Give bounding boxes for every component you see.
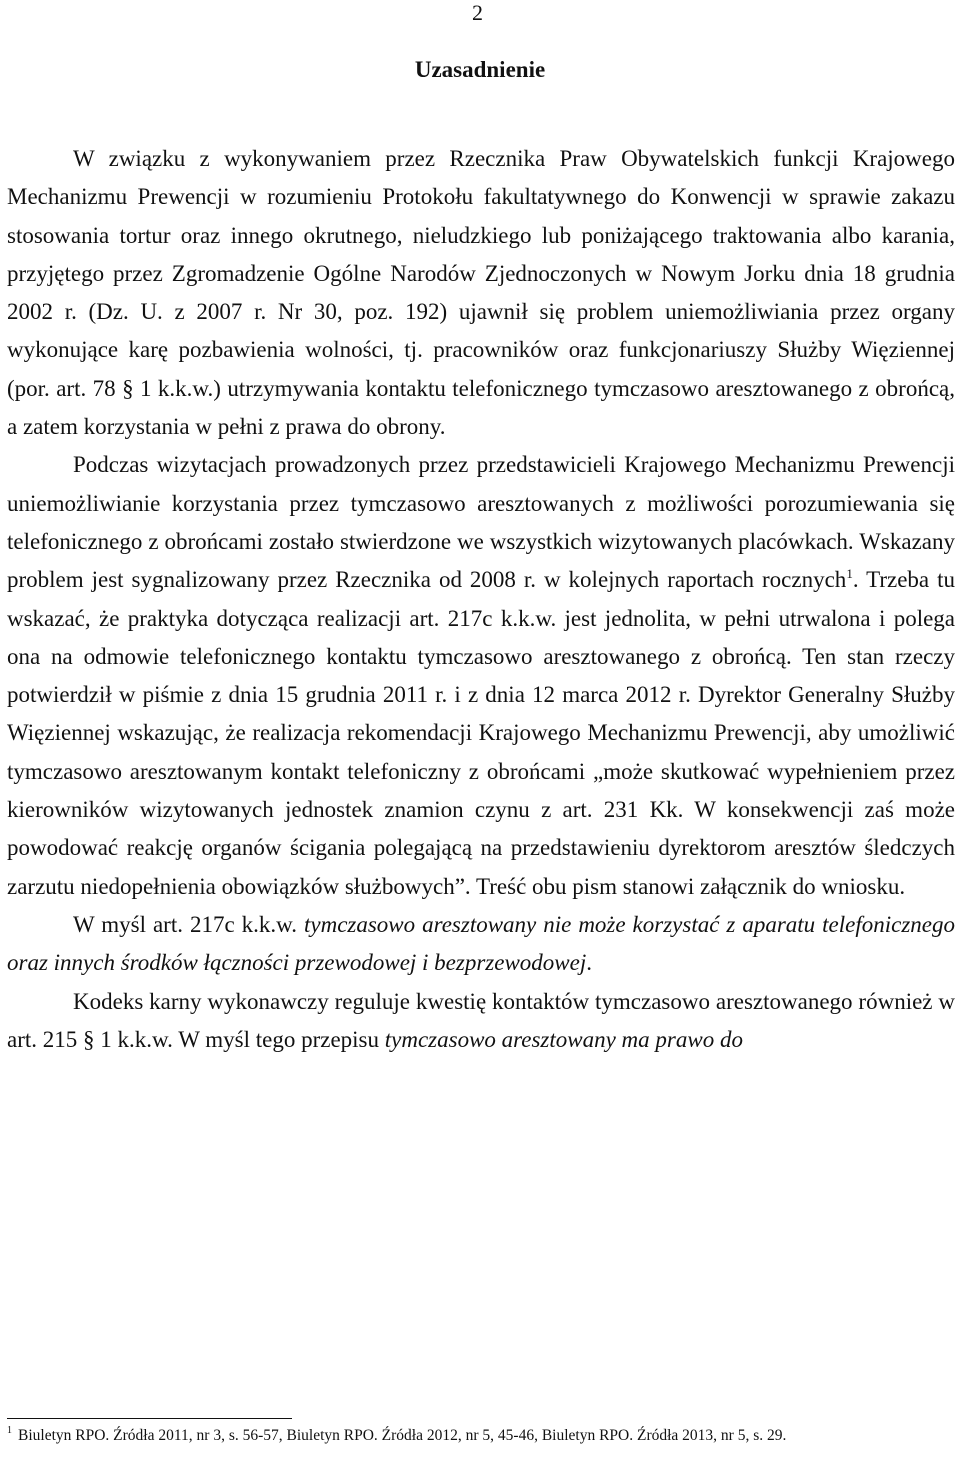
footnote — [7, 1426, 955, 1446]
paragraph-3 — [7, 906, 955, 983]
paragraph-4-quotation: tymczasowo aresztowany ma prawo do — [384, 1026, 743, 1052]
paragraph-3-text-a: W myśl art. 217c k.k.w. — [73, 911, 304, 937]
paragraph-4 — [7, 983, 955, 1060]
footnote-separator — [7, 1418, 292, 1419]
paragraph-3-quotation: tymczasowo aresztowany nie może korzystać z aparatu telefonicznego oraz innych środków łączności przewodowej i bezprzewodowej — [7, 911, 955, 976]
document-title: Uzasadnienie — [414, 57, 546, 82]
paragraph-2 — [7, 446, 955, 906]
page-number: 2 — [472, 0, 483, 25]
paragraph-4-text-a: Kodeks karny wykonawczy reguluje kwestię kontaktów tymczasowo aresztowanego również w art. 215 § 1 k.k.w. W myśl tego przepisu — [7, 988, 955, 1052]
document-body — [7, 140, 955, 1059]
paragraph-3-text-b: . — [586, 950, 592, 976]
paragraph-1 — [7, 140, 955, 446]
footnote-text: Biuletyn RPO. Źródła 2011, nr 3, s. 56-57, Biuletyn RPO. Źródła 2012, nr 5, 45-46, Biuletyn RPO. Źródła 2013, nr 5, s. 29. — [18, 1427, 787, 1444]
paragraph-2-text-b: . Trzeba tu wskazać, że praktyka dotycząca realizacji art. 217c k.k.w. jest jednolita, w pełni utrwalona i polega ona na odmowie telefonicznego kontaktu tymczasowo aresztowanego z obrońcą. Ten stan rzeczy potwierdził w piśmie z dnia 15 grudnia 2011 r. i z dnia 12 marca 2012 r. Dyrektor Generalny Służby Więziennej wskazując, że realizacja rekomendacji Krajowego Mechanizmu Prewencji, aby umożliwić tymczasowo aresztowanym kontakt telefoniczny z obrońcami „może skutkować wypełnieniem przez kierowników wizytowanych jednostek znamion czynu z art. 231 Kk. W konsekwencji zaś może powodować reakcję organów ścigania polegającą na przedstawieniu dyrektorom aresztów śledczych zarzutu niedopełnienia obowiązków służbowych”. Treść obu pism stanowi załącznik do wniosku. — [7, 567, 955, 899]
paragraph-2-text-a: Podczas wizytacjach prowadzonych przez przedstawicieli Krajowego Mechanizmu Prewencji uniemożliwianie korzystania przez tymczasowo aresztowanych z możliwości porozumiewania się telefonicznego z obrońcami zostało stwierdzone we wszystkich wizytowanych placówkach. Wskazany problem jest sygnalizowany przez Rzecznika od 2008 r. w kolejnych raportach rocznych — [7, 452, 955, 593]
footnote-reference: 1 — [846, 565, 853, 581]
footnote-marker: 1 — [7, 1424, 12, 1436]
paragraph-1-text: W związku z wykonywaniem przez Rzecznika Praw Obywatelskich funkcji Krajowego Mechanizmu Prewencji w rozumieniu Protokołu fakultatywnego do Konwencji w sprawie zakazu stosowania tortur oraz innego okrutnego, nieludzkiego lub poniżającego traktowania albo karania, przyjętego przez Zgromadzenie Ogólne Narodów Zjednoczonych w Nowym Jorku dnia 18 grudnia 2002 r. (Dz. U. z 2007 r. Nr 30, poz. 192) ujawnił się problem uniemożliwiania przez organy wykonujące karę pozbawienia wolności, tj. pracowników oraz funkcjonariuszy Służby Więziennej (por. art. 78 § 1 k.k.w.) utrzymywania kontaktu telefonicznego tymczasowo aresztowanego z obrońcą, a zatem korzystania w pełni z prawa do obrony. — [7, 146, 955, 440]
